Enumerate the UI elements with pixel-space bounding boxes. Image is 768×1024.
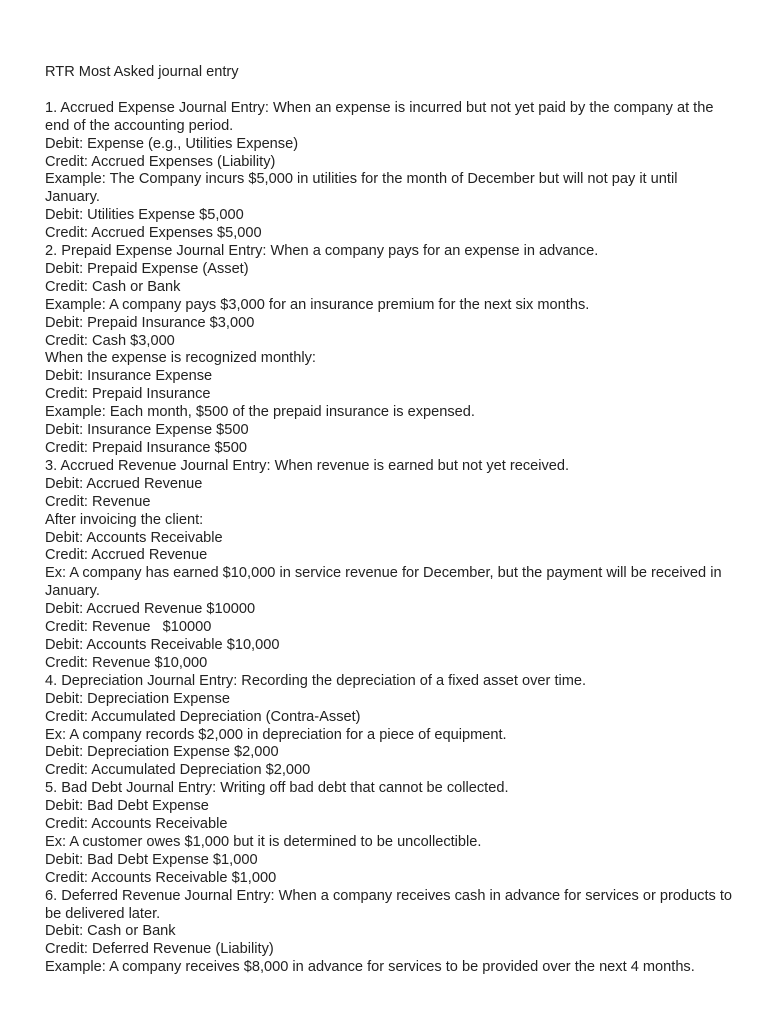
text-line: Debit: Bad Debt Expense xyxy=(45,798,209,815)
text-line: Credit: Revenue xyxy=(45,493,151,510)
text-line: When the expense is recognized monthly: xyxy=(45,350,316,367)
text-line: Debit: Accrued Revenue xyxy=(45,475,203,492)
document-page xyxy=(45,64,735,977)
text-line: Example: The Company incurs $5,000 in utilities for the month of December but will not pay it until January. xyxy=(45,171,682,206)
text-line: Debit: Bad Debt Expense $1,000 xyxy=(45,851,258,868)
text-line: Credit: Prepaid Insurance $500 xyxy=(45,440,248,457)
text-line: After invoicing the client: xyxy=(45,511,204,528)
text-line: Credit: Cash $3,000 xyxy=(45,332,175,349)
text-line: Debit: Accounts Receivable $10,000 xyxy=(45,636,280,653)
text-line: Debit: Prepaid Expense (Asset) xyxy=(45,260,249,277)
text-line: Credit: Accrued Expenses $5,000 xyxy=(45,225,262,242)
text-line: 1. Accrued Expense Journal Entry: When an expense is incurred but not yet paid by the company at the end of the accounting period. xyxy=(45,99,718,134)
text-line: Credit: Revenue $10000 xyxy=(45,619,212,636)
text-line: Credit: Accounts Receivable $1,000 xyxy=(45,869,277,886)
text-line: Debit: Insurance Expense xyxy=(45,368,213,385)
text-line: Debit: Utilities Expense $5,000 xyxy=(45,207,244,224)
text-line: 4. Depreciation Journal Entry: Recording the depreciation of a fixed asset over time. xyxy=(45,672,587,689)
text-line: 5. Bad Debt Journal Entry: Writing off bad debt that cannot be collected. xyxy=(45,780,509,797)
text-line: Ex: A customer owes $1,000 but it is determined to be uncollectible. xyxy=(45,833,482,850)
text-line: Credit: Deferred Revenue (Liability) xyxy=(45,941,274,958)
text-line: Credit: Accrued Revenue xyxy=(45,547,208,564)
text-line: Credit: Prepaid Insurance xyxy=(45,386,211,403)
text-line: 2. Prepaid Expense Journal Entry: When a company pays for an expense in advance. xyxy=(45,243,599,260)
text-line: Ex: A company has earned $10,000 in service revenue for December, but the payment will be received in January. xyxy=(45,565,726,600)
text-line: Debit: Depreciation Expense $2,000 xyxy=(45,744,279,761)
text-line: Credit: Revenue $10,000 xyxy=(45,654,208,671)
document-body xyxy=(45,100,735,977)
text-line: Credit: Accrued Expenses (Liability) xyxy=(45,153,276,170)
text-line: Example: A company pays $3,000 for an insurance premium for the next six months. xyxy=(45,296,590,313)
text-line: Debit: Accrued Revenue $10000 xyxy=(45,601,256,618)
text-line: Debit: Depreciation Expense xyxy=(45,690,230,707)
text-line: Credit: Cash or Bank xyxy=(45,278,181,295)
text-line: Debit: Expense (e.g., Utilities Expense) xyxy=(45,135,299,152)
text-line: 3. Accrued Revenue Journal Entry: When revenue is earned but not yet received. xyxy=(45,457,570,474)
text-line: Credit: Accounts Receivable xyxy=(45,816,228,833)
text-line: Credit: Accumulated Depreciation $2,000 xyxy=(45,762,311,779)
text-line: Debit: Cash or Bank xyxy=(45,923,176,940)
text-line: Debit: Insurance Expense $500 xyxy=(45,422,249,439)
text-line: Credit: Accumulated Depreciation (Contra-Asset) xyxy=(45,708,361,725)
text-line: Debit: Accounts Receivable xyxy=(45,529,223,546)
text-line: Example: A company receives $8,000 in advance for services to be provided over the next 4 months. xyxy=(45,959,695,976)
text-line: 6. Deferred Revenue Journal Entry: When a company receives cash in advance for services or products to be delivered later. xyxy=(45,887,737,922)
text-line: Debit: Prepaid Insurance $3,000 xyxy=(45,314,255,331)
text-line: Example: Each month, $500 of the prepaid insurance is expensed. xyxy=(45,404,475,421)
text-line: Ex: A company records $2,000 in depreciation for a piece of equipment. xyxy=(45,726,507,743)
document-title: RTR Most Asked journal entry xyxy=(45,64,239,80)
